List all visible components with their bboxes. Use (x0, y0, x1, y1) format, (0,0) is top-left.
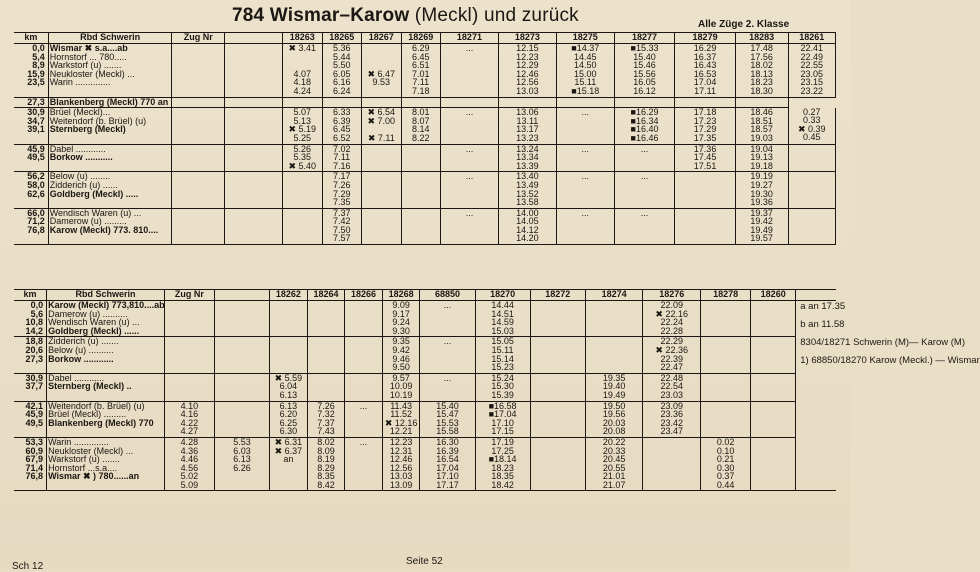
time-cell (751, 301, 796, 337)
time-cell: 7.26 7.32 7.37 7.43 (307, 401, 345, 437)
column-header: Rbd Schwerin (48, 33, 172, 44)
time-cell (362, 208, 401, 244)
time-cell (401, 97, 440, 108)
notes-header (796, 290, 836, 301)
time-cell (345, 337, 383, 373)
time-cell: 13.40 13.49 13.52 13.58 (498, 172, 556, 208)
time-cell (401, 144, 440, 172)
time-cell: 4.28 4.36 4.46 4.56 5.02 5.09 (164, 437, 214, 491)
station-cell: Blankenberg (Meckl) 770 an (48, 97, 172, 108)
time-cell: 6.33 6.39 6.45 6.52 (322, 108, 361, 144)
column-header: 18272 (530, 290, 585, 301)
station-group-row (14, 108, 836, 144)
time-cell (345, 373, 383, 401)
time-cell: ... (440, 172, 498, 208)
time-cell: 13.24 13.34 13.39 (498, 144, 556, 172)
time-cell (164, 301, 214, 337)
time-cell (556, 97, 614, 108)
time-cell (225, 44, 283, 98)
column-header: 18283 (735, 33, 788, 44)
column-header: Zug Nr (172, 33, 225, 44)
time-cell: 6.29 6.45 6.51 7.01 7.11 7.18 (401, 44, 440, 98)
km-cell: 45,9 49,5 (14, 144, 48, 172)
column-header: 18269 (401, 33, 440, 44)
time-cell: ... (345, 437, 383, 491)
time-cell: ... (440, 208, 498, 244)
time-cell (214, 373, 269, 401)
time-cell: ✖ 5.59 6.04 6.13 (270, 373, 308, 401)
time-cell: 11.43 11.52 ✖ 12.16 12.21 (382, 401, 420, 437)
column-header: 18261 (788, 33, 836, 44)
km-cell: 0,0 5,4 8,9 15,9 23,5 (14, 44, 48, 98)
time-cell (225, 172, 283, 208)
column-header: 18263 (283, 33, 322, 44)
time-cell: 0.02 0.10 0.21 0.30 0.37 0.44 (701, 437, 751, 491)
time-cell (788, 172, 836, 208)
time-cell (283, 172, 322, 208)
column-header: 18277 (614, 33, 675, 44)
column-header: 18267 (362, 33, 401, 44)
column-header: 18276 (643, 290, 701, 301)
time-cell: 7.17 7.26 7.29 7.35 (322, 172, 361, 208)
column-header: 18275 (556, 33, 614, 44)
column-header: km (14, 33, 48, 44)
time-cell (735, 97, 788, 108)
page-title: 784 Wismar–Karow (Meckl) und zurück (232, 5, 579, 26)
station-cell: Warin .............. Neukloster (Meckl) ... Warkstorf (u) ....... Hornstorf ...s.a.... Wismar ✖ ) 780......an (47, 437, 165, 491)
station-cell: Brüel (Meckl)... Weitendorf (b. Brüel) (u) Sternberg (Meckl) (48, 108, 172, 144)
time-cell: ✖ 6.54 ✖ 7.00 ✖ 7.11 (362, 108, 401, 144)
station-cell: Zidderich (u) ....... Below (u) .......... Borkow ............ (47, 337, 165, 373)
footnote: a an 17.35 (800, 301, 846, 312)
time-cell (283, 208, 322, 244)
time-cell (498, 97, 556, 108)
footnote: b an 11.58 (800, 319, 845, 330)
km-cell: 0,0 5,6 10,8 14,2 (14, 301, 47, 337)
time-cell (751, 337, 796, 373)
time-cell (401, 208, 440, 244)
column-header: 18264 (307, 290, 345, 301)
time-cell: 12.15 12.23 12.29 12.46 12.56 13.03 (498, 44, 556, 98)
time-cell: 19.50 19.56 20.03 20.08 (585, 401, 643, 437)
time-cell: 22.41 22.49 22.55 23.05 23.15 23.22 (788, 44, 836, 98)
time-cell (675, 97, 736, 108)
time-cell: 13.06 13.11 13.17 13.23 (498, 108, 556, 144)
time-cell: 22.29 ✖ 22.36 22.39 22.47 (643, 337, 701, 373)
column-header: 18271 (440, 33, 498, 44)
km-cell: 42,1 45,9 49,5 (14, 401, 47, 437)
time-cell (530, 437, 585, 491)
time-cell: ... (345, 401, 383, 437)
time-cell (270, 337, 308, 373)
class-note: Alle Züge 2. Klasse (698, 19, 790, 30)
time-cell: ... (556, 108, 614, 144)
time-cell (530, 301, 585, 337)
time-cell (701, 401, 751, 437)
time-cell (172, 144, 225, 172)
time-cell (614, 97, 675, 108)
column-header: 18270 (475, 290, 530, 301)
time-cell (172, 44, 225, 98)
time-cell (788, 144, 836, 172)
column-header: 18265 (322, 33, 361, 44)
station-group-row (14, 437, 836, 491)
time-cell: 7.37 7.42 7.50 7.57 (322, 208, 361, 244)
time-cell (225, 97, 283, 108)
time-cell (675, 172, 736, 208)
time-cell: ✖ 6.31 ✖ 6.37 an (270, 437, 308, 491)
time-cell: ... (420, 373, 475, 401)
timetable-block-wismar-karow (14, 32, 836, 245)
time-cell: 4.10 4.16 4.22 4.27 (164, 401, 214, 437)
time-cell: 5.07 5.13 ✖ 5.19 5.25 (283, 108, 322, 144)
column-header: 18273 (498, 33, 556, 44)
time-cell: 6.13 6.20 6.25 6.30 (270, 401, 308, 437)
header-row (14, 33, 836, 44)
time-cell (585, 301, 643, 337)
station-cell: Wendisch Waren (u) ... Damerow (u) ......... Karow (Meckl) 773. 810.... (48, 208, 172, 244)
time-cell: 14.44 14.51 14.59 15.03 (475, 301, 530, 337)
time-cell: 16.30 16.39 16.54 17.04 17.10 17.17 (420, 437, 475, 491)
time-cell (701, 301, 751, 337)
time-cell: ✖ 3.41 4.07 4.18 4.24 (283, 44, 322, 98)
km-cell: 56,2 58,0 62,6 (14, 172, 48, 208)
time-cell (172, 108, 225, 144)
time-cell (172, 208, 225, 244)
station-cell: Weitendorf (b. Brüel) (u) Brüel (Meckl) ......... Blankenberg (Meckl) 770 (47, 401, 165, 437)
station-group-row (14, 208, 836, 244)
time-cell: ■14.37 14.45 14.50 15.00 15.11 ■15.18 (556, 44, 614, 98)
time-cell (172, 97, 225, 108)
time-cell: ... (556, 172, 614, 208)
column-header: 18262 (270, 290, 308, 301)
time-cell: 5.36 5.44 5.50 6.05 6.16 6.24 (322, 44, 361, 98)
time-cell: 15.24 15.30 15.39 (475, 373, 530, 401)
time-cell (322, 97, 361, 108)
km-cell: 18,8 20,6 27,3 (14, 337, 47, 373)
time-cell: ... (614, 172, 675, 208)
time-cell (530, 337, 585, 373)
time-cell: ... (556, 144, 614, 172)
time-cell: 7.02 7.11 7.16 (322, 144, 361, 172)
time-cell: 14.00 14.05 14.12 14.20 (498, 208, 556, 244)
time-cell: 17.18 17.23 17.29 17.35 (675, 108, 736, 144)
header-row (14, 290, 836, 301)
column-header: 68850 (420, 290, 475, 301)
time-cell: ... (614, 208, 675, 244)
km-cell: 30,9 34,7 39,1 (14, 108, 48, 144)
time-cell: 19.37 19.42 19.49 19.57 (735, 208, 788, 244)
time-cell: 0.27 0.33 ✖ 0.39 0.45 (788, 108, 836, 144)
notes-cell (796, 301, 980, 491)
station-cell: Wismar ✖ s.a....ab Hornstorf ... 780..... Warkstorf (u) ....... Neukloster (Meckl) ... Warin .............. (48, 44, 172, 98)
time-cell: ■16.29 ■16.34 ■16.40 ■16.46 (614, 108, 675, 144)
time-cell: 15.40 15.47 15.53 15.58 (420, 401, 475, 437)
time-cell: 19.04 19.13 19.18 (735, 144, 788, 172)
column-header (214, 290, 269, 301)
column-header: Rbd Schwerin (47, 290, 165, 301)
time-cell: 16.29 16.37 16.43 16.53 17.04 17.11 (675, 44, 736, 98)
time-cell: ■16.58 ■17.04 17.10 17.15 (475, 401, 530, 437)
time-cell (401, 172, 440, 208)
time-cell (751, 437, 796, 491)
time-cell (164, 373, 214, 401)
time-cell (530, 373, 585, 401)
time-cell (345, 301, 383, 337)
time-cell (751, 401, 796, 437)
time-cell: ... (420, 301, 475, 337)
time-cell (585, 337, 643, 373)
time-cell: 18.46 18.51 18.57 19.03 (735, 108, 788, 144)
time-cell: 19.19 19.27 19.30 19.36 (735, 172, 788, 208)
time-cell: 23.09 23.36 23.42 23.47 (643, 401, 701, 437)
time-cell (362, 144, 401, 172)
time-cell (214, 401, 269, 437)
time-cell: 9.09 9.17 9.24 9.30 (382, 301, 420, 337)
column-header: 18266 (345, 290, 383, 301)
time-cell: 19.35 19.40 19.49 (585, 373, 643, 401)
time-cell (225, 208, 283, 244)
time-cell: 5.53 6.03 6.13 6.26 (214, 437, 269, 491)
timetable-block-karow-wismar (14, 289, 980, 491)
time-cell (530, 401, 585, 437)
station-group-row (14, 373, 836, 401)
time-cell (283, 97, 322, 108)
column-header: 18274 (585, 290, 643, 301)
footer-sheet-number: Sch 12 (12, 561, 44, 572)
time-cell: 17.48 17.56 18.02 18.13 18.23 18.30 (735, 44, 788, 98)
time-cell: ... (440, 108, 498, 144)
time-cell (701, 337, 751, 373)
column-header: km (14, 290, 47, 301)
time-cell (214, 301, 269, 337)
time-cell (225, 108, 283, 144)
column-header: 18268 (382, 290, 420, 301)
column-header: 18260 (751, 290, 796, 301)
time-cell: 5.26 5.35 ✖ 5.40 (283, 144, 322, 172)
time-cell: ... (440, 144, 498, 172)
km-cell: 53,3 60,9 67,9 71,4 76,8 (14, 437, 47, 491)
footnote: 8304/18271 Schwerin (M)— Karow (M) (800, 337, 965, 348)
time-cell: 15.05 15.11 15.14 15.23 (475, 337, 530, 373)
time-cell: 17.36 17.45 17.51 (675, 144, 736, 172)
time-cell: ... (420, 337, 475, 373)
km-cell: 30,9 37,7 (14, 373, 47, 401)
km-cell: 66,0 71,2 76,8 (14, 208, 48, 244)
time-cell (675, 208, 736, 244)
time-cell (164, 337, 214, 373)
time-cell (307, 373, 345, 401)
time-cell (643, 437, 701, 491)
station-cell: Dabel ............ Sternberg (Meckl) .. (47, 373, 165, 401)
time-cell (788, 208, 836, 244)
footer-page-number: Seite 52 (406, 556, 443, 567)
time-cell (172, 172, 225, 208)
time-cell: 8.02 8.09 8.19 8.29 8.35 8.42 (307, 437, 345, 491)
km-cell: 27,3 (14, 97, 48, 108)
time-cell (701, 373, 751, 401)
station-cell: Dabel ............ Borkow ........... (48, 144, 172, 172)
time-cell (362, 97, 401, 108)
station-group-row (14, 401, 836, 437)
station-group-row (14, 337, 836, 373)
column-header: 18278 (701, 290, 751, 301)
station-group-row (14, 97, 836, 108)
time-cell (440, 97, 498, 108)
time-cell: ■15.33 15.40 15.46 15.56 16.05 16.12 (614, 44, 675, 98)
time-cell: 17.19 17.25 ■18.14 18.23 18.35 18.42 (475, 437, 530, 491)
time-cell: ✖ 6.47 9.53 (362, 44, 401, 98)
column-header: 18279 (675, 33, 736, 44)
time-cell: 12.23 12.31 12.46 12.56 13.03 13.09 (382, 437, 420, 491)
time-cell: 22.09 ✖ 22.16 22.24 22.28 (643, 301, 701, 337)
time-cell (225, 144, 283, 172)
time-cell (307, 301, 345, 337)
time-cell (307, 337, 345, 373)
station-cell: Below (u) ........ Zidderich (u) ...... Goldberg (Meckl) ..... (48, 172, 172, 208)
column-header (225, 33, 283, 44)
station-group-row (14, 301, 836, 337)
column-header: Zug Nr (164, 290, 214, 301)
time-cell: 9.57 10.09 10.19 (382, 373, 420, 401)
time-cell: 8.01 8.07 8.14 8.22 (401, 108, 440, 144)
station-group-row (14, 144, 836, 172)
time-cell: 9.35 9.42 9.46 9.50 (382, 337, 420, 373)
station-group-row (14, 172, 836, 208)
time-cell (362, 172, 401, 208)
time-cell: 20.22 20.33 20.45 20.55 21.01 21.07 (585, 437, 643, 491)
time-cell (751, 373, 796, 401)
time-cell (214, 337, 269, 373)
station-group-row (14, 44, 836, 98)
time-cell: ... (556, 208, 614, 244)
time-cell: 22.48 22.54 23.03 (643, 373, 701, 401)
footnote: 1) 68850/18270 Karow (Meckl.) — Wismar (800, 355, 980, 366)
time-cell: ... (614, 144, 675, 172)
time-cell (270, 301, 308, 337)
station-cell: Karow (Meckl) 773,810....ab Damerow (u) .......... Wendisch Waren (u) ... Goldberg (Meckl) ...... (48, 300, 165, 336)
time-cell: ... (440, 44, 498, 98)
